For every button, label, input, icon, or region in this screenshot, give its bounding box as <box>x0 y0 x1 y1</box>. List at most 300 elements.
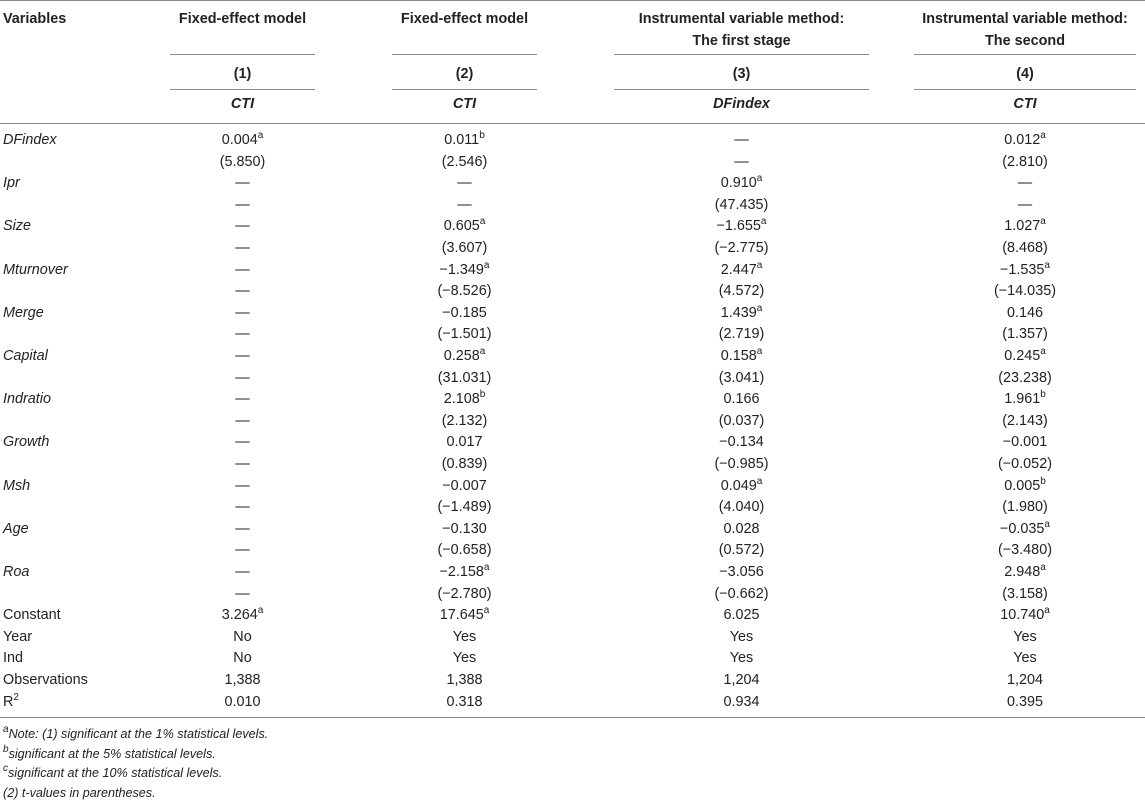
row-label-text: Mturnover <box>3 261 68 278</box>
table-row <box>0 260 1145 282</box>
significance-marker: a <box>756 475 763 487</box>
significance-marker: a <box>760 216 767 228</box>
table-row <box>0 389 1145 411</box>
cell-value: (−2.780) <box>437 585 492 602</box>
table-cell <box>392 281 537 303</box>
cell-value: 0.146 <box>1006 304 1043 321</box>
significance-marker: a <box>257 130 264 141</box>
row-label <box>3 605 61 627</box>
table-row <box>0 303 1145 325</box>
row-label-text: Roa <box>3 564 30 580</box>
header-bottom-rule <box>0 123 1145 124</box>
cell-value: — <box>1017 175 1033 192</box>
table-cell <box>614 519 869 541</box>
significance-marker: b <box>1040 475 1046 487</box>
row-label <box>3 260 68 282</box>
cell-value: Yes <box>729 650 754 667</box>
cell-value: 1,204 <box>723 672 760 688</box>
cell-value: (0.037) <box>718 412 765 429</box>
table-cell <box>392 324 537 346</box>
cell-value: Yes <box>452 650 477 667</box>
cell-value: Yes <box>452 628 477 645</box>
table-cell <box>914 432 1136 454</box>
row-label <box>3 432 49 454</box>
table-cell <box>170 692 315 714</box>
cell-value: (2.719) <box>718 326 765 343</box>
cell-value: (31.031) <box>437 369 492 386</box>
cell-value: 2.447 <box>720 261 757 278</box>
table-cell <box>614 195 869 217</box>
table-cell <box>392 648 537 670</box>
cell-value: −1.349 <box>439 261 484 278</box>
row-label-text: Year <box>3 628 33 645</box>
cell-value: (2.546) <box>441 153 488 170</box>
cell-value: (47.435) <box>714 196 769 213</box>
cell-value: 1.439 <box>720 304 757 321</box>
cell-value: (3.041) <box>718 369 765 386</box>
table-cell <box>614 411 869 433</box>
table-row <box>0 152 1145 174</box>
row-label <box>3 130 57 152</box>
table-cell <box>914 216 1136 238</box>
table-cell <box>170 260 315 282</box>
col1-title-rule <box>170 54 315 55</box>
table-cell <box>914 519 1136 541</box>
table-cell <box>170 562 315 584</box>
significance-marker: a <box>1044 518 1050 530</box>
cell-value: 0.245 <box>1004 348 1041 364</box>
significance-marker: a <box>483 562 490 573</box>
cell-value: 1,204 <box>1006 672 1043 688</box>
table-cell <box>614 432 869 454</box>
table-row <box>0 173 1145 195</box>
cell-value: — <box>235 456 250 472</box>
cell-value: (−0.658) <box>437 542 492 559</box>
table-cell <box>392 411 537 433</box>
table-cell <box>914 605 1136 627</box>
table-notes <box>3 724 1103 804</box>
table-bottom-rule <box>0 717 1145 718</box>
cell-value: — <box>235 261 250 278</box>
cell-value: 0.318 <box>446 693 483 710</box>
col4-number: (4) <box>1016 66 1034 82</box>
table-cell <box>170 216 315 238</box>
table-row <box>0 627 1145 649</box>
cell-value: 0.028 <box>723 520 760 537</box>
cell-value: 17.645 <box>439 607 484 624</box>
cell-value: 0.049 <box>720 477 757 494</box>
col3-title-rule <box>614 54 869 55</box>
row-label-text: Capital <box>3 348 48 364</box>
table-top-rule <box>0 0 1145 1</box>
table-cell <box>914 584 1136 606</box>
cell-value: −2.158 <box>439 564 484 580</box>
table-row <box>0 216 1145 238</box>
col3-title-line2: The first stage <box>692 33 791 49</box>
row-label-text: R <box>3 693 14 710</box>
table-cell <box>614 303 869 325</box>
table-cell <box>170 411 315 433</box>
col3-number: (3) <box>732 66 751 82</box>
row-label-superscript: 2 <box>13 691 19 703</box>
significance-marker: a <box>756 173 763 185</box>
table-row <box>0 281 1145 303</box>
table-cell <box>614 238 869 260</box>
table-row <box>0 130 1145 152</box>
cell-value: 0.258 <box>443 348 480 364</box>
cell-value: — <box>734 153 749 170</box>
table-cell <box>392 346 537 368</box>
col2-dependent: CTI <box>452 96 477 112</box>
table-cell <box>392 389 537 411</box>
row-label-text: Growth <box>3 434 50 451</box>
cell-value: Yes <box>1013 650 1037 667</box>
cell-value: −0.185 <box>442 304 487 321</box>
table-cell <box>170 324 315 346</box>
cell-value: (2.132) <box>441 412 488 429</box>
col2-title-rule <box>392 54 537 55</box>
cell-value: — <box>457 175 472 192</box>
table-row <box>0 324 1145 346</box>
cell-value: 0.017 <box>446 434 483 451</box>
cell-value: (4.572) <box>718 283 765 300</box>
table-cell <box>914 173 1136 195</box>
cell-value: 0.012 <box>1004 132 1041 148</box>
table-cell <box>914 497 1136 519</box>
table-cell <box>170 130 315 152</box>
row-label-text: Merge <box>3 304 44 321</box>
cell-value: 0.934 <box>723 693 760 710</box>
cell-value: — <box>235 542 250 559</box>
significance-marker: a <box>257 605 264 617</box>
table-cell <box>614 346 869 368</box>
cell-value: 2.108 <box>443 391 480 408</box>
table-cell <box>614 648 869 670</box>
table-cell <box>614 692 869 714</box>
table-row <box>0 648 1145 670</box>
cell-value: (1.357) <box>1002 326 1048 343</box>
cell-value: 0.011 <box>444 132 480 148</box>
significance-marker: a <box>756 259 763 271</box>
row-label-text: Age <box>3 520 29 537</box>
table-cell <box>392 216 537 238</box>
cell-value: — <box>235 520 250 537</box>
cell-value: — <box>235 326 250 343</box>
table-cell <box>392 130 537 152</box>
table-cell <box>170 238 315 260</box>
cell-value: — <box>235 412 250 429</box>
table-cell <box>614 540 869 562</box>
cell-value: (4.040) <box>718 499 765 516</box>
table-cell <box>614 173 869 195</box>
significance-marker: a <box>483 605 490 617</box>
col4-title-line2: The second <box>985 33 1065 49</box>
cell-value: −1.655 <box>716 218 761 235</box>
row-label <box>3 173 20 195</box>
significance-marker: b <box>479 130 485 141</box>
table-cell <box>392 173 537 195</box>
table-cell <box>392 692 537 714</box>
cell-value: (3.158) <box>1002 585 1048 602</box>
cell-value: — <box>457 196 472 213</box>
table-cell <box>914 130 1136 152</box>
cell-value: −0.035 <box>1000 520 1045 537</box>
table-cell <box>614 476 869 498</box>
cell-value: (0.839) <box>441 456 488 472</box>
table-cell <box>914 454 1136 476</box>
table-cell <box>614 454 869 476</box>
cell-value: 10.740 <box>1000 607 1045 624</box>
significance-marker: a <box>756 302 763 314</box>
table-cell <box>392 540 537 562</box>
table-cell <box>392 497 537 519</box>
table-row <box>0 562 1145 584</box>
table-cell <box>614 584 869 606</box>
table-cell <box>170 476 315 498</box>
col4-dependent: CTI <box>1013 96 1037 112</box>
cell-value: (0.572) <box>718 542 765 559</box>
row-label <box>3 476 30 498</box>
cell-value: (−0.985) <box>714 456 769 472</box>
cell-value: — <box>235 218 250 235</box>
cell-value: 0.395 <box>1006 693 1043 710</box>
table-cell <box>614 670 869 692</box>
cell-value: — <box>235 391 250 408</box>
cell-value: 0.910 <box>720 175 757 192</box>
cell-value: Yes <box>1013 628 1037 645</box>
significance-marker: a <box>483 259 490 271</box>
table-cell <box>392 432 537 454</box>
table-cell <box>392 562 537 584</box>
cell-value: — <box>235 369 250 386</box>
row-label <box>3 303 44 325</box>
significance-marker: a <box>1040 216 1046 228</box>
table-cell <box>914 152 1136 174</box>
cell-value: 1.027 <box>1004 218 1041 235</box>
table-cell <box>914 627 1136 649</box>
table-cell <box>170 346 315 368</box>
row-label-text: Ipr <box>3 175 20 192</box>
cell-value: — <box>235 175 250 192</box>
cell-value: 1,388 <box>224 672 261 688</box>
note-text: significant at the 10% statistical levels. <box>8 766 223 780</box>
row-label <box>3 670 88 692</box>
table-cell <box>170 584 315 606</box>
cell-value: 6.025 <box>723 607 760 624</box>
table-cell <box>392 152 537 174</box>
table-row <box>0 584 1145 606</box>
col2-title: Fixed-effect model <box>400 11 529 27</box>
col2-number-rule <box>392 89 537 90</box>
cell-value: — <box>235 499 250 516</box>
cell-value: 0.010 <box>224 693 261 710</box>
significance-marker: b <box>1040 389 1046 401</box>
cell-value: — <box>235 585 250 602</box>
cell-value: 0.158 <box>720 348 757 364</box>
row-label-text: DFindex <box>3 132 57 148</box>
col4-number-rule <box>914 89 1136 90</box>
table-cell <box>614 562 869 584</box>
row-label-text: Size <box>3 218 31 235</box>
note-marker: b <box>3 743 9 755</box>
table-cell <box>914 562 1136 584</box>
cell-value: −1.535 <box>1000 261 1045 278</box>
cell-value: −0.001 <box>1002 434 1048 451</box>
note-text: (2) t-values in parentheses. <box>3 785 156 800</box>
col3-number-rule <box>614 89 869 90</box>
table-cell <box>614 497 869 519</box>
table-cell <box>914 670 1136 692</box>
table-cell <box>392 476 537 498</box>
table-cell <box>170 497 315 519</box>
table-cell <box>614 152 869 174</box>
cell-value: No <box>233 628 252 645</box>
table-cell <box>614 281 869 303</box>
row-label <box>3 519 29 541</box>
note-line <box>3 763 222 785</box>
table-row <box>0 519 1145 541</box>
table-cell <box>392 605 537 627</box>
table-cell <box>614 389 869 411</box>
cell-value: 2.948 <box>1004 564 1041 580</box>
significance-marker: a <box>1044 259 1050 271</box>
table-row <box>0 692 1145 714</box>
table-cell <box>392 584 537 606</box>
cell-value: (−14.035) <box>993 283 1056 300</box>
cell-value: (2.810) <box>1002 153 1048 170</box>
table-cell <box>914 346 1136 368</box>
row-label-text: Msh <box>3 477 31 494</box>
table-row <box>0 195 1145 217</box>
cell-value: — <box>235 304 250 321</box>
cell-value: — <box>235 283 250 300</box>
table-cell <box>392 303 537 325</box>
significance-marker: a <box>1040 346 1046 357</box>
row-label <box>3 627 32 649</box>
table-cell <box>914 476 1136 498</box>
table-cell <box>614 368 869 390</box>
table-row <box>0 238 1145 260</box>
table-cell <box>614 260 869 282</box>
table-cell <box>170 648 315 670</box>
table-cell <box>914 303 1136 325</box>
cell-value: Yes <box>729 628 754 645</box>
table-cell <box>392 195 537 217</box>
table-row <box>0 454 1145 476</box>
cell-value: — <box>235 434 250 451</box>
significance-marker: a <box>479 216 486 228</box>
table-cell <box>170 627 315 649</box>
row-label-text: Constant <box>3 607 61 624</box>
note-line <box>3 744 216 766</box>
cell-value: (−2.775) <box>714 240 769 256</box>
cell-value: (5.850) <box>219 153 266 170</box>
table-cell <box>170 389 315 411</box>
table-cell <box>170 173 315 195</box>
col3-dependent: DFindex <box>713 96 770 112</box>
table-cell <box>914 411 1136 433</box>
cell-value: (1.980) <box>1002 499 1048 516</box>
row-label <box>3 692 19 714</box>
cell-value: (−1.501) <box>437 326 492 343</box>
cell-value: — <box>235 477 250 494</box>
row-label-text: Indratio <box>3 391 51 408</box>
table-cell <box>170 303 315 325</box>
cell-value: (−3.480) <box>997 542 1052 559</box>
table-cell <box>392 454 537 476</box>
table-cell <box>170 195 315 217</box>
table-cell <box>914 324 1136 346</box>
table-cell <box>914 368 1136 390</box>
cell-value: 0.004 <box>221 132 258 148</box>
table-cell <box>170 368 315 390</box>
note-text: Note: (1) significant at the 1% statistical levels. <box>8 727 269 741</box>
col4-title-line1: Instrumental variable method: <box>922 11 1128 27</box>
table-row <box>0 605 1145 627</box>
table-cell <box>614 627 869 649</box>
table-row <box>0 368 1145 390</box>
table-cell <box>392 519 537 541</box>
cell-value: (−8.526) <box>437 283 492 300</box>
cell-value: — <box>235 240 250 256</box>
table-cell <box>614 324 869 346</box>
cell-value: — <box>1017 196 1033 213</box>
table-cell <box>914 260 1136 282</box>
cell-value: (−1.489) <box>437 499 492 516</box>
cell-value: (3.607) <box>441 240 488 256</box>
table-cell <box>170 454 315 476</box>
table-cell <box>614 605 869 627</box>
cell-value: (8.468) <box>1002 240 1048 256</box>
table-cell <box>914 195 1136 217</box>
col3-title-line1: Instrumental variable method: <box>638 11 845 27</box>
row-label <box>3 389 51 411</box>
table-row <box>0 432 1145 454</box>
cell-value: 1.961 <box>1004 391 1041 408</box>
col4-title-rule <box>914 54 1136 55</box>
table-cell <box>614 130 869 152</box>
cell-value: −0.130 <box>442 520 487 537</box>
variables-header: Variables <box>3 11 67 27</box>
row-label-text: Ind <box>3 650 24 667</box>
row-label <box>3 346 48 368</box>
table-cell <box>914 540 1136 562</box>
note-text: significant at the 5% statistical levels. <box>8 746 216 761</box>
cell-value: 0.166 <box>723 391 760 408</box>
note-line <box>3 783 156 804</box>
table-cell <box>170 605 315 627</box>
cell-value: — <box>235 348 250 364</box>
table-cell <box>170 281 315 303</box>
cell-value: −0.007 <box>442 477 487 494</box>
note-line <box>3 724 268 746</box>
cell-value: 1,388 <box>446 672 483 688</box>
table-row <box>0 476 1145 498</box>
significance-marker: a <box>1044 605 1050 617</box>
cell-value: — <box>734 132 749 148</box>
col1-title: Fixed-effect model <box>178 11 307 27</box>
table-cell <box>392 260 537 282</box>
table-cell <box>914 648 1136 670</box>
significance-marker: a <box>1040 130 1046 141</box>
col2-number: (2) <box>455 66 474 82</box>
cell-value: 0.005 <box>1004 477 1041 494</box>
table-row <box>0 540 1145 562</box>
cell-value: (2.143) <box>1002 412 1048 429</box>
cell-value: 3.264 <box>221 607 258 624</box>
cell-value: −0.134 <box>719 434 764 451</box>
note-marker: a <box>3 724 9 735</box>
